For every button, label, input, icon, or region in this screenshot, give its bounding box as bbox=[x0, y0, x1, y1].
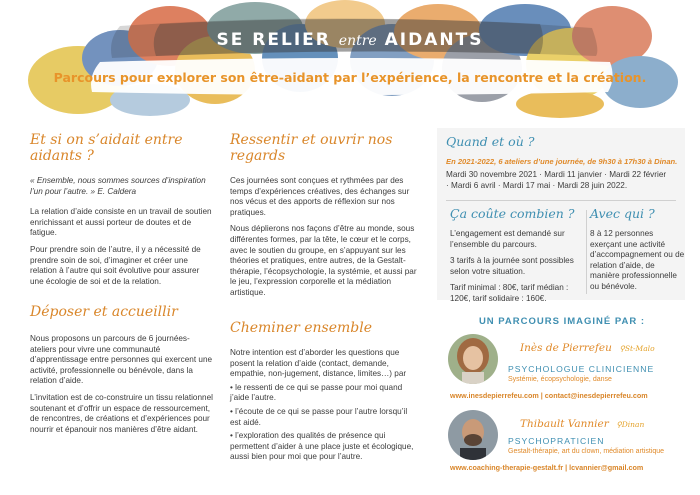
avatar-thibault bbox=[448, 410, 498, 460]
desc-ines: Systémie, écopsychologie, danse bbox=[508, 376, 612, 383]
when-section bbox=[446, 134, 680, 191]
title-part1: SE RELIER bbox=[216, 30, 339, 50]
watercolor-banner bbox=[0, 0, 700, 118]
paragraph-parcours: Nous proposons un parcours de 6 journées-ateliers pour vivre une communauté d’apprentissage entre personnes qui exercent une activité, professionnelle ou bénévole, dans la relation d’aide. bbox=[30, 334, 213, 386]
bullet-exploration: • l’exploration des qualités de présence qui permettent d’aider à une place juste et écologique, aussi bien pour moi que pour l’autre. bbox=[230, 431, 414, 462]
paragraph-intention: Notre intention est d’aborder les questions que posent la relation d’aide (contact, demande, empathie, non-jugement, distance, limites…) par bbox=[230, 348, 407, 379]
page-subtitle: Parcours pour explorer son être-aidant par l’expérience, la rencontre et la création. bbox=[53, 70, 647, 85]
dates-line-2: · Mardi 6 avril · Mardi 17 mai · Mardi 28 juin 2022. bbox=[446, 180, 628, 190]
role-thibault: PSYCHOPRATICIEN bbox=[508, 436, 605, 446]
heading-deposer: Déposer et accueillir bbox=[30, 304, 178, 320]
role-ines: PSYCHOLOGUE CLINICIENNE bbox=[508, 364, 655, 374]
location-ines: St-Malo bbox=[624, 344, 655, 353]
heading-ressentir: Ressentir et ouvrir nos regards bbox=[230, 132, 393, 164]
cost-engagement: L’engagement est demandé sur l’ensemble du parcours. bbox=[450, 229, 565, 249]
title-small: entre bbox=[338, 33, 377, 49]
location-pin-icon-2: ⚲ bbox=[616, 420, 622, 429]
paragraph-invitation: L’invitation est de co-construire un tissu relationnel soutenant et d’offrir un espace de ressourcement, de rencontres, de créations et d’expériences pour nourrir et épanouir nos manières d’être aidant. bbox=[30, 392, 213, 434]
cost-details: Tarif minimal : 80€, tarif médian : 120€, tarif solidaire : 160€. bbox=[450, 283, 569, 303]
location-pin-icon: ⚲ bbox=[619, 344, 625, 353]
cost-tarifs: 3 tarifs à la journée sont possibles selon votre situation. bbox=[450, 256, 574, 276]
page-title bbox=[0, 30, 700, 50]
desc-thibault: Gestalt-thérapie, art du clown, médiation artistique bbox=[508, 448, 665, 455]
heading-cout: Ça coûte combien ? bbox=[450, 206, 575, 221]
paragraph-deplierons: Nous déplierons nos façons d’être au monde, sous différentes formes, par la tête, le cœur et le corps, avec le soutien du groupe, en s’appuyant sur les théories et pratiques, entre autres, de la Gestalt-thérapie, l’écopsychologie, la systémie, et aussi par le jeu, l’expression corporelle et la médiation artistique. bbox=[230, 224, 417, 297]
column-2b bbox=[230, 320, 420, 469]
person-ines bbox=[520, 338, 690, 356]
heading-quand: Quand et où ? bbox=[446, 134, 535, 149]
paragraph-journees: Ces journées sont conçues et rythmées par des temps d’expériences créatives, des échanges sur nos vécus et des apports de réflexion sur nos pratiques. bbox=[230, 176, 410, 217]
quote-caldera: « Ensemble, nous sommes sources d’inspiration l’un pour l’autre. » E. Caldera bbox=[30, 176, 206, 196]
team-heading: UN PARCOURS IMAGINÉ PAR : bbox=[478, 316, 646, 327]
name-ines: Inès de Pierrefeu bbox=[520, 342, 612, 354]
panel-vertical-divider bbox=[586, 210, 587, 294]
avatar-ines bbox=[448, 334, 498, 384]
column-1b bbox=[30, 304, 215, 441]
heading-cheminer: Cheminer ensemble bbox=[230, 320, 372, 336]
column-1 bbox=[30, 132, 215, 293]
who-section bbox=[590, 206, 686, 293]
when-subtitle: En 2021-2022, 6 ateliers d’une journée, de 9h30 à 17h30 à Dinan. bbox=[446, 157, 678, 166]
panel-divider bbox=[446, 200, 676, 201]
bullet-ecoute: • l’écoute de ce qui se passe pour l’autre lorsqu’il est aidé. bbox=[230, 406, 408, 427]
heading-avec-qui: Avec qui ? bbox=[590, 206, 655, 221]
location-thibault: Dinan bbox=[621, 420, 645, 429]
paragraph-relation: La relation d’aide consiste en un travail de soutien enrichissant et aussi porteur de doutes et de fatigue. bbox=[30, 207, 212, 238]
name-thibault: Thibault Vannier bbox=[520, 418, 609, 430]
cost-section bbox=[450, 206, 582, 311]
person-thibault bbox=[520, 414, 690, 432]
links-thibault[interactable]: www.coaching-therapie-gestalt.fr | lcvannier@gmail.com bbox=[450, 463, 644, 472]
who-text: 8 à 12 personnes exerçant une activité d’accompagnement ou de relation d’aide, de manière professionnelle ou bénévole. bbox=[590, 229, 685, 291]
bullet-ressenti: • le ressenti de ce qui se passe pour moi quand j’aide l’autre. bbox=[230, 382, 403, 403]
dates-line-1: Mardi 30 novembre 2021 · Mardi 11 janvier · Mardi 22 février bbox=[446, 170, 667, 179]
title-part2: AIDANTS bbox=[376, 30, 484, 50]
column-2 bbox=[230, 132, 420, 305]
links-ines[interactable]: www.inesdepierrefeu.com | contact@inesdepierrefeu.com bbox=[450, 391, 648, 400]
paragraph-prendre-soin: Pour prendre soin de l’autre, il y a nécessité de prendre soin de soi, d’imaginer et créer une relation à l’autre qui soit évolutive pour assurer une écologie de soi et de la relation. bbox=[30, 244, 201, 286]
heading-aidants: Et si on s’aidait entre aidants ? bbox=[30, 132, 183, 164]
